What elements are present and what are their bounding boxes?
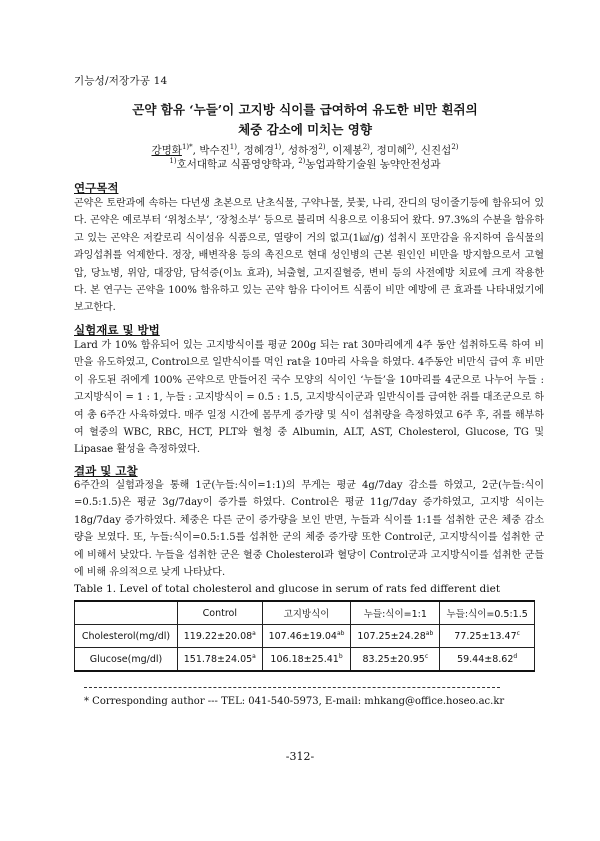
table-row [75,625,535,648]
table-header-cell: 누들:식이=0.5:1.5 [440,601,535,625]
author-affiliation-mark: 2) [407,143,415,151]
author-separator: , [236,144,244,157]
section-heading-methods: 실험재료 및 방법 [74,323,160,337]
author-separator: , [192,144,200,157]
paper-title-line-2: 체중 감소에 미치는 영향 [238,122,372,137]
section-heading-results: 결과 및 고찰 [74,464,138,478]
paragraph: 6주간의 실험과정을 통해 1군(누들:식이=1:1)의 무게는 평균 4g/7day 감소를 하였고, 2군(누들:식이=0.5:1.5)은 평균 3g/7day이 증가를 하였다. Control은 평균 11g/7day 증가하였고, 고지방 식이는 18g/7day 증가하였다. 체중은 다른 군이 증가량을 보인 반면, 누들과 식이를 1:1를 섭취한 군은 체중 감소량을 보였다. 또, 누들:식이=0.5:1.5를 섭취한 군의 체중 증가량 또한 Control군, 고지방식이를 섭취한 군에 비해서 낮았다. 누들을 섭취한 군은 혈중 Cholesterol과 혈당이 Control군과 고지방식이를 섭취한 군들에 비해 유의적으로 낮게 나타났다. [74,480,544,579]
significance-letter: c [516,629,520,637]
table-cell [440,648,535,672]
section-body-methods [74,337,544,459]
footnote-mark: * [84,696,89,707]
row-label: Cholesterol(mg/dl) [75,625,178,648]
affiliation-mark: 2) [298,157,306,165]
significance-letter: a [252,629,256,637]
cell-value: 151.78±24.05 [183,654,253,666]
section-heading-purpose: 연구목적 [74,181,119,195]
row-label: Glucose(mg/dl) [75,648,178,672]
significance-letter: d [513,652,518,660]
paragraph: 곤약은 토란과에 속하는 다년생 초본으로 난초식물, 구약나물, 붓꽃, 나리, 잔디의 덩이줄기등에 함유되어 있다. 곤약은 예로부터 ‘위청소부’, ‘장청소부’ 등으로 불리며 식용으로 이용되어 왔다. 97.3%의 수분을 함유하고 있는 곤약은 저칼로리 식이섬유 식품으로, 열량이 거의 없고(1㎉/g) 섭취시 포만감을 유지하여 음식물의 과잉섭취를 억제한다. 정장, 배변작용 등의 촉진으로 현대 성인병의 근본 원인인 비만을 방지함으로서 고혈압, 당뇨병, 위암, 대장암, 담석증(이뇨 효과), 뇌출혈, 고지질혈증, 변비 등의 사전예방 치료에 크게 작용한다. 본 연구는 곤약을 100% 함유하고 있는 곤약 함유 다이어트 식품이 비만 예방에 큰 효과를 나타내었기에 보고한다. [74,198,544,314]
significance-letter: a [252,652,256,660]
author-name: 강명화 [151,144,182,157]
session-tag: 기능성/저장가공 14 [74,75,168,87]
table-cell [351,625,440,648]
table-cell [262,648,351,672]
table-header-cell: 고지방식이 [262,601,351,625]
author-separator: , [414,144,421,157]
table-header-cell: 누들:식이=1:1 [351,601,440,625]
table-cell [178,648,263,672]
table-cell [351,648,440,672]
cell-value: 59.44±8.62 [457,654,514,666]
cell-value: 107.25±24.28 [357,631,426,643]
author-affiliation-mark: 2) [451,143,459,151]
cell-value: 119.22±20.08 [183,631,253,643]
author-affiliation-mark: 1) [274,143,282,151]
page-number: -312- [285,750,315,763]
author-affiliation-mark: 1)* [181,143,193,151]
significance-letter: ab [425,629,434,637]
author-affiliation-mark: 2) [362,143,370,151]
section-body-results [74,477,544,581]
author-separator: , [325,144,333,157]
footnote-text: Corresponding author --- TEL: 041-540-5973, E-mail: mhkang@office.hoseo.ac.kr [89,696,505,707]
table-cell [262,625,351,648]
significance-letter: b [338,652,343,660]
author-name: 정혜경 [243,144,275,157]
significance-letter: c [424,652,429,660]
author-name: 성하정 [287,144,319,157]
cell-value: 107.46±19.04 [268,631,337,643]
affiliation-1: 호서대학교 식품영양학과, [176,158,299,171]
footnote-separator [84,687,500,688]
table-cell [440,625,535,648]
author-name: 이제봉 [332,144,363,157]
cell-value: 106.18±25.41 [270,654,339,666]
cell-value: 77.25±13.47 [454,631,517,643]
paper-title-line-1: 곤약 함유 ‘누들’이 고지방 식이를 급여하여 유도한 비만 흰쥐의 [132,102,478,117]
significance-letter: ab [336,629,345,637]
author-affiliation-mark: 1) [229,143,237,151]
table-cell [178,625,263,648]
table-header-cell: Control [178,601,263,625]
author-name: 정미혜 [376,144,407,157]
author-name: 박수진 [199,144,230,157]
affiliation-line [70,154,540,173]
author-separator: , [369,144,377,157]
corresponding-author-footnote [84,696,504,707]
section-body-purpose [74,195,544,317]
affiliation-mark: 1) [169,157,177,165]
author-name: 신진섭 [420,144,452,157]
results-table [74,600,535,672]
table-header-cell [75,601,178,625]
paragraph: Lard 가 10% 함유되어 있는 고지방식이를 평균 200g 되는 rat 30마리에게 4주 동안 섭취하도록 하여 비만을 유도하였고, Control으로 일반식이를 먹인 rat을 10마리 사육을 하였다. 4주동안 비만식 급여 후 비만이 유도된 쥐에게 100% 곤약으로 만들어진 국수 모양의 식이인 ‘누들’을 10마리를 4군으로 나누어 누들 : 고지방식이 = 1 : 1, 누들 : 고지방식이 = 0.5 : 1.5, 고지방식이군과 일반식이를 급여한 쥐를 대조군으로 하여 총 6주간 사육하였다. 매주 일정 시간에 몸무게 증가량 및 식이 섭취량을 측정하였고 6주 후, 쥐를 해부하여 혈중의 WBC, RBC, HCT, PLT와 혈청 중 Albumin, ALT, AST, Cholesterol, Glucose, TG 및 Lipasae 활성을 측정하였다. [74,340,544,456]
table-header-row [75,601,535,625]
table-row [75,648,535,672]
affiliation-2: 농업과학기술원 농약안전성과 [305,158,441,171]
author-separator: , [281,144,288,157]
cell-value: 83.25±20.95 [362,654,425,666]
author-affiliation-mark: 2) [318,143,326,151]
table-caption: Table 1. Level of total cholesterol and glucose in serum of rats fed different diet [74,583,501,595]
